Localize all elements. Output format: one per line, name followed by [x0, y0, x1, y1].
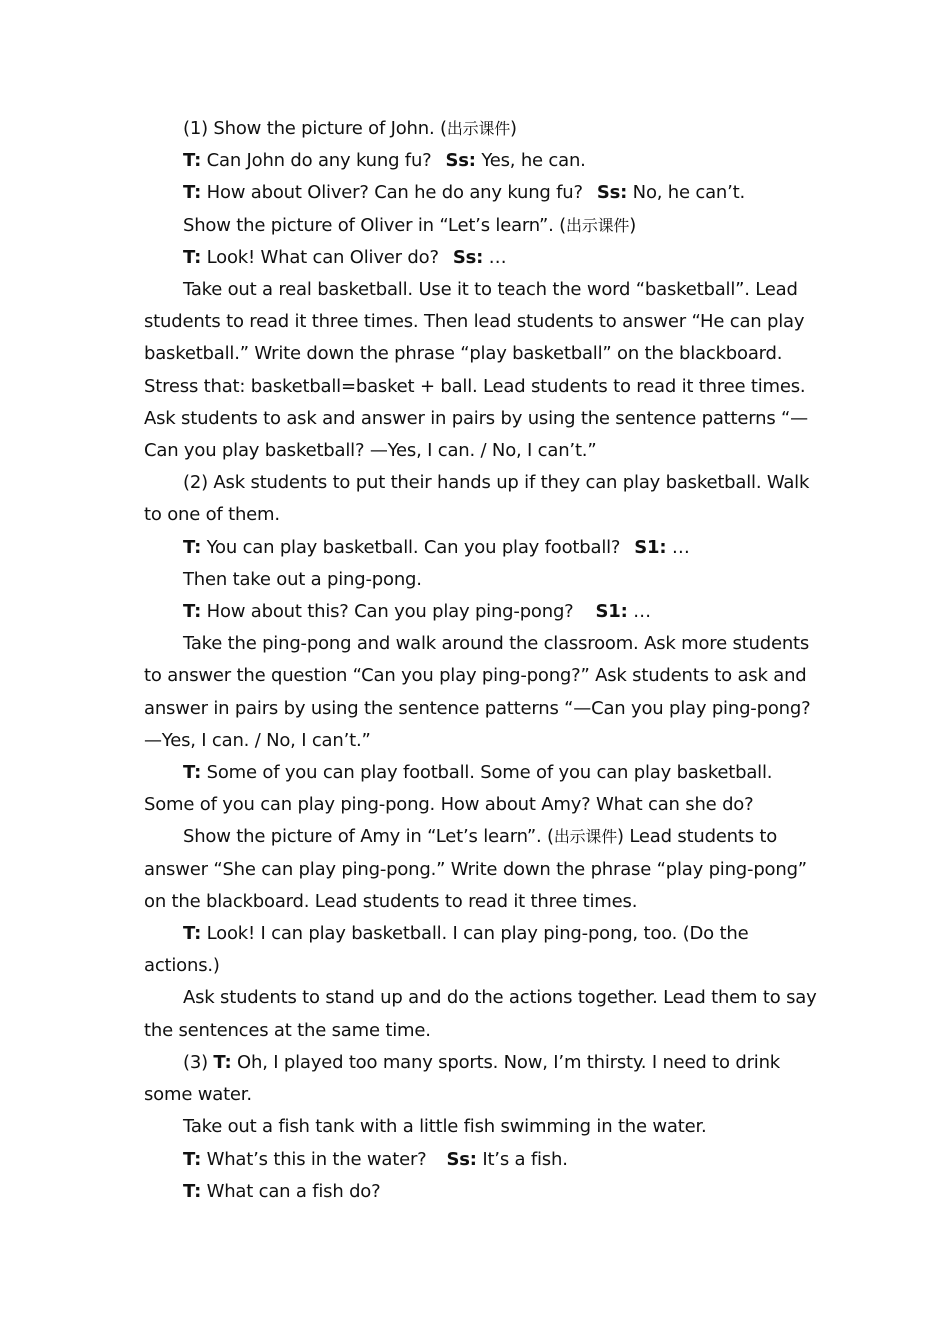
paragraph-1-end: )	[510, 118, 517, 139]
teacher-line: Look! I can play basketball. I can play ping-pong, too. (Do the actions.)	[144, 923, 749, 977]
students-line: …	[483, 246, 507, 268]
teacher-line: What’s this in the water?	[201, 1148, 427, 1170]
paragraph-1	[144, 113, 824, 145]
speaker-teacher: T:	[183, 1180, 202, 1202]
speaker-students: Ss:	[445, 150, 476, 172]
teacher-line: Can John do any kung fu?	[201, 150, 432, 172]
paragraph-13-end: ) Lead students to answer “She can play ping-pong.” Write down the phrase “play ping-pong” on the blackboard. Lead students to read it three times.	[144, 826, 807, 912]
dialogue-line-8	[144, 532, 824, 564]
dialogue-line-10	[144, 596, 824, 628]
student-line: …	[627, 601, 651, 623]
speaker-student-1: S1:	[634, 536, 667, 558]
paragraph-11: Take the ping-pong and walk around the classroom. Ask more students to answer the question “Can you play ping-pong?” Ask students to ask and answer in pairs by using the sentence patterns “—Can you play ping-pong? —Yes, I can. / No, I can’t.”	[144, 633, 811, 751]
teacher-line: How about this? Can you play ping-pong?	[201, 601, 574, 623]
paragraph-4-text: Show the picture of Oliver in “Let’s learn”. (	[183, 214, 567, 236]
dialogue-line-5	[144, 242, 824, 274]
dialogue-line-3	[144, 177, 824, 209]
teacher-line: Oh, I played too many sports. Now, I’m thirsty. I need to drink some water.	[144, 1051, 781, 1106]
students-line: It’s a fish.	[476, 1148, 568, 1170]
speaker-teacher: T:	[183, 150, 202, 172]
paragraph-4	[144, 210, 824, 242]
paragraph-13	[144, 821, 824, 918]
document-page	[144, 113, 824, 1208]
dialogue-line-19	[144, 1176, 824, 1208]
speaker-students: Ss:	[452, 246, 484, 268]
speaker-teacher: T:	[183, 1148, 202, 1170]
paragraph-15: Ask students to stand up and do the actions together. Lead them to say the sentences at the same time.	[144, 987, 817, 1041]
paragraph-1-text: (1) Show the picture of John. (	[183, 118, 447, 139]
paragraph-4-end: )	[629, 214, 637, 236]
dialogue-line-2	[144, 145, 824, 177]
speaker-teacher: T:	[183, 762, 202, 784]
teacher-line: Look! What can Oliver do?	[201, 246, 439, 268]
teacher-line: How about Oliver? Can he do any kung fu?	[201, 182, 583, 204]
courseware-note: 出示课件	[566, 215, 630, 235]
speaker-students: Ss:	[446, 1148, 477, 1170]
dialogue-line-14	[144, 918, 824, 982]
paragraph-13-text: Show the picture of Amy in “Let’s learn”. (	[183, 826, 554, 848]
dialogue-line-18	[144, 1144, 824, 1176]
paragraph-9: Then take out a ping-pong.	[183, 568, 422, 590]
speaker-teacher: T:	[183, 601, 202, 623]
courseware-note: 出示课件	[553, 827, 618, 847]
speaker-student-1: S1:	[595, 601, 628, 623]
teacher-line: What can a fish do?	[201, 1180, 381, 1202]
students-line: No, he can’t.	[627, 182, 746, 204]
speaker-teacher: T:	[183, 182, 202, 204]
step-number: (3)	[183, 1051, 214, 1073]
students-line: Yes, he can.	[475, 150, 586, 172]
speaker-students: Ss:	[596, 182, 628, 204]
speaker-teacher: T:	[183, 923, 202, 945]
speaker-teacher: T:	[183, 536, 202, 558]
paragraph-7: (2) Ask students to put their hands up if they can play basketball. Walk to one of them.	[144, 472, 810, 526]
dialogue-line-16	[144, 1047, 824, 1111]
speaker-teacher: T:	[213, 1051, 232, 1073]
paragraph-6: Take out a real basketball. Use it to teach the word “basketball”. Lead students to read it three times. Then lead students to answer “He can play basketball.” Write down the phrase “play basketball” on the blackboard. Stress that: basketball=basket + ball. Lead students to read it three times. Ask students to ask and answer in pairs by using the sentence patterns “— Can you play basketball? —Yes, I can. / No, I can’t.”	[144, 279, 808, 462]
paragraph-17: Take out a fish tank with a little fish swimming in the water.	[183, 1116, 707, 1138]
teacher-line: You can play basketball. Can you play football?	[201, 536, 621, 558]
student-line: …	[666, 536, 690, 558]
dialogue-line-12	[144, 757, 824, 821]
speaker-teacher: T:	[183, 246, 202, 268]
teacher-line: Some of you can play football. Some of you can play basketball. Some of you can play ping-pong. How about Amy? What can she do?	[144, 762, 773, 816]
courseware-note: 出示课件	[446, 119, 511, 138]
